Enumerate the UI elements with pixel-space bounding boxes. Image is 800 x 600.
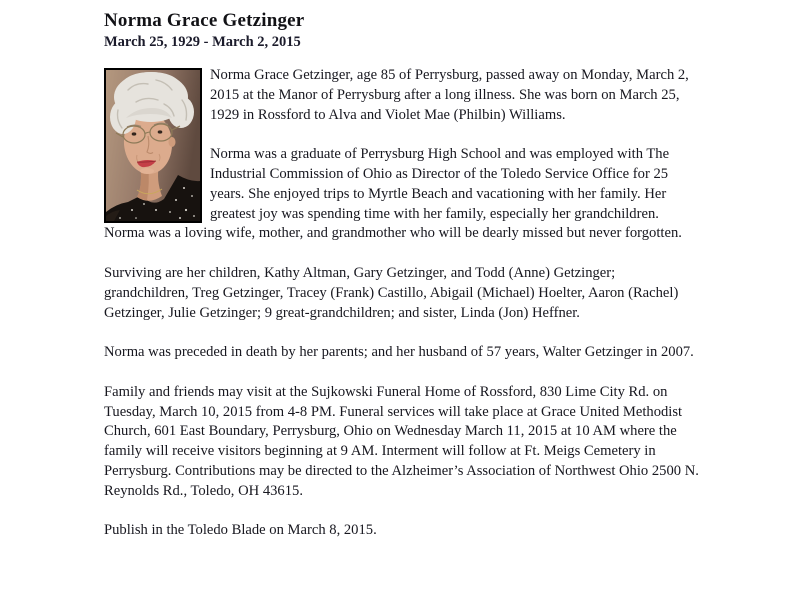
- deceased-name: Norma Grace Getzinger: [104, 10, 305, 31]
- obituary-paragraph-publish: Publish in the Toledo Blade on March 8, 2015.: [104, 522, 377, 539]
- life-dates: March 25, 1929 - March 2, 2015: [104, 34, 301, 50]
- obituary-body: [104, 66, 700, 541]
- portrait-photo: [104, 68, 202, 223]
- obituary-paragraph-life: Norma was a graduate of Perrysburg High School and was employed with The Industrial Commission of Ohio as Director of the Toledo Service Office for 25 years. She enjoyed trips to Myrtle Beach and vacationing with her family. Her greatest joy was spending time with her family, especially her grandchildren. Norma was a loving wife, mother, and grandmother who will be dearly missed but never forgotten.: [104, 146, 682, 242]
- obituary-paragraph-intro: Norma Grace Getzinger, age 85 of Perrysburg, passed away on Monday, March 2, 2015 at the Manor of Perrysburg after a long illness. She was born on March 25, 1929 in Rossford to Alva and Violet Mae (Philbin) Williams.: [210, 67, 689, 123]
- obituary-paragraph-survivors: Surviving are her children, Kathy Altman, Gary Getzinger, and Todd (Anne) Getzinger; grandchildren, Treg Getzinger, Tracey (Frank) Castillo, Abigail (Michael) Hoelter, Aaron (Rachel) Getzinger, Julie Getzinger; 9 great-grandchildren; and sister, Linda (Jon) Heffner.: [104, 264, 679, 321]
- obituary-paragraph-services: Family and friends may visit at the Sujkowski Funeral Home of Rossford, 830 Lime City Rd. on Tuesday, March 10, 2015 from 4-8 PM. Funeral services will take place at Grace United Methodist Church, 601 East Boundary, Perrysburg, Ohio on Wednesday March 11, 2015 at 10 AM where the family will receive visitors beginning at 9 AM. Interment will follow at Ft. Meigs Cemetery in Perrysburg. Contributions may be directed to the Alzheimer’s Association of Northwest Ohio 2500 N. Reynolds Rd., Toledo, OH 43615.: [104, 383, 699, 499]
- obituary-paragraph-preceded: Norma was preceded in death by her parents; and her husband of 57 years, Walter Getzinger in 2007.: [104, 344, 694, 361]
- portrait-illustration: [106, 70, 200, 221]
